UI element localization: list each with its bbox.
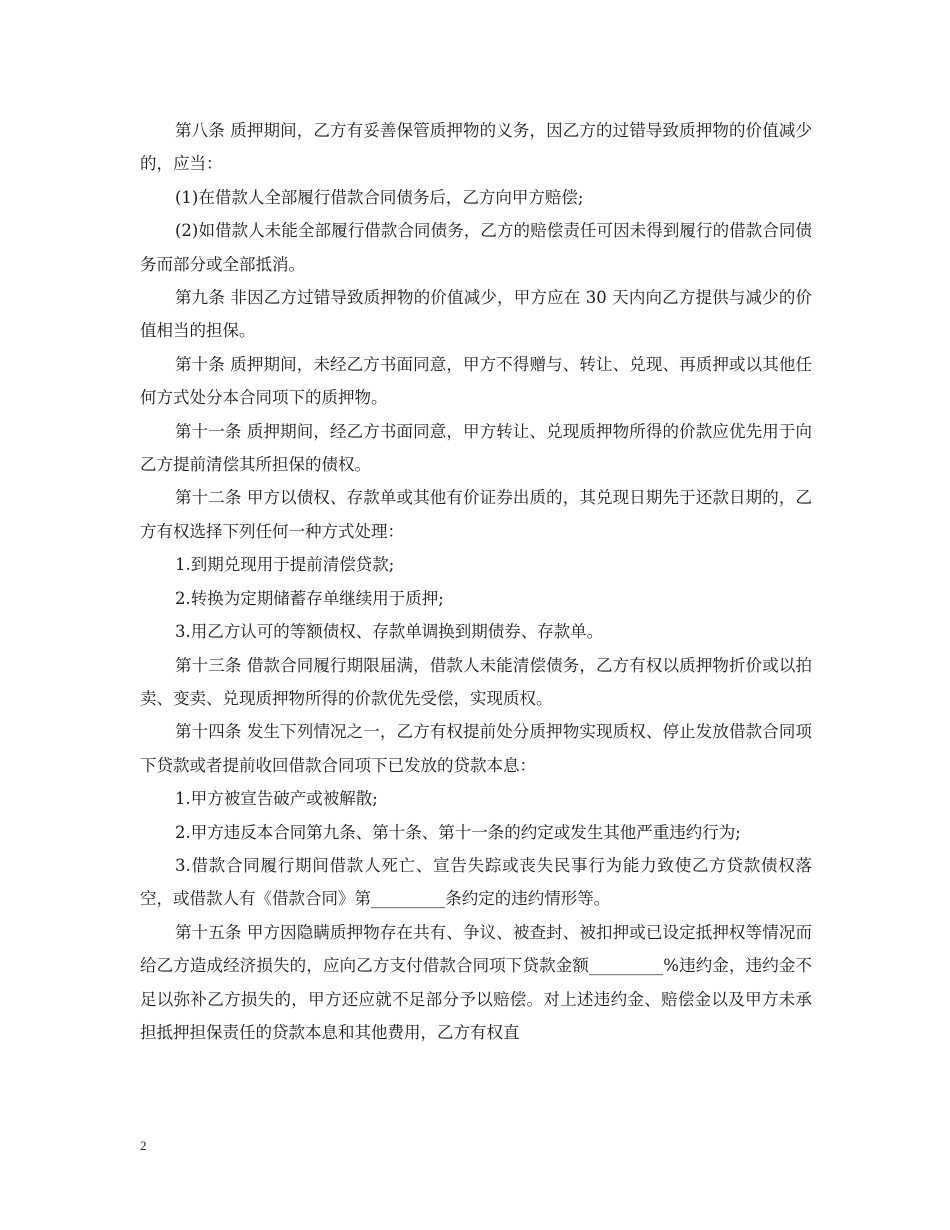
article-8-item-2: (2)如借款人未能全部履行借款合同债务，乙方的赔偿责任可因未得到履行的借款合同债务而部分或全部抵消。 [140, 221, 812, 274]
page-number: 2 [140, 1138, 147, 1153]
article-10-paragraph: 第十条 质押期间，未经乙方书面同意，甲方不得赠与、转让、兑现、再质押或以其他任何方式处分本合同项下的质押物。 [140, 354, 812, 408]
article-12-paragraph: 第十二条 甲方以债权、存款单或其他有价证券出质的，其兑现日期先于还款日期的，乙方有权选择下列任何一种方式处理： [140, 488, 812, 541]
article-15-paragraph: 第十五条 甲方因隐瞒质押物存在共有、争议、被查封、被扣押或已设定抵押权等情况而给乙方造成经济损失的，应向乙方支付借款合同项下贷款金额_________%违约金，违约金不足以弥补乙方损失的，甲方还应就不足部分予以赔偿。对上述违约金、赔偿金以及甲方未承担抵押担保责任的贷款本息和其他费用，乙方有权直 [140, 922, 812, 1042]
article-9-paragraph: 第九条 非因乙方过错导致质押物的价值减少，甲方应在 30 天内向乙方提供与减少的价值相当的担保。 [140, 288, 812, 341]
contract-body [140, 114, 812, 1049]
article-14-item-1: 1.甲方被宣告破产或被解散; [175, 789, 378, 809]
article-8-paragraph: 第八条 质押期间，乙方有妥善保管质押物的义务，因乙方的过错导致质押物的价值减少的，应当： [140, 121, 812, 174]
article-14-item-2: 2.甲方违反本合同第九条、第十条、第十一条的约定或发生其他严重违约行为; [175, 822, 741, 842]
article-13-paragraph: 第十三条 借款合同履行期限届满，借款人未能清偿债务，乙方有权以质押物折价或以拍卖、变卖、兑现质押物所得的价款优先受偿，实现质权。 [140, 655, 812, 708]
article-11-paragraph: 第十一条 质押期间，经乙方书面同意，甲方转让、兑现质押物所得的价款应优先用于向乙方提前清偿其所担保的债权。 [140, 421, 812, 475]
article-12-item-1: 1.到期兑现用于提前清偿贷款; [175, 555, 395, 575]
article-8-item-1: (1)在借款人全部履行借款合同债务后，乙方向甲方赔偿; [175, 187, 584, 207]
article-14-paragraph: 第十四条 发生下列情况之一，乙方有权提前处分质押物实现质权、停止发放借款合同项下贷款或者提前收回借款合同项下已发放的贷款本息： [140, 722, 812, 775]
article-12-item-3: 3.用乙方认可的等额债权、存款单调换到期债券、存款单。 [175, 622, 604, 642]
article-14-item-3: 3.借款合同履行期间借款人死亡、宣告失踪或丧失民事行为能力致使乙方贷款债权落空，或借款人有《借款合同》第_________条约定的违约情形等。 [140, 855, 812, 909]
article-12-item-2: 2.转换为定期储蓄存单继续用于质押; [175, 588, 444, 608]
